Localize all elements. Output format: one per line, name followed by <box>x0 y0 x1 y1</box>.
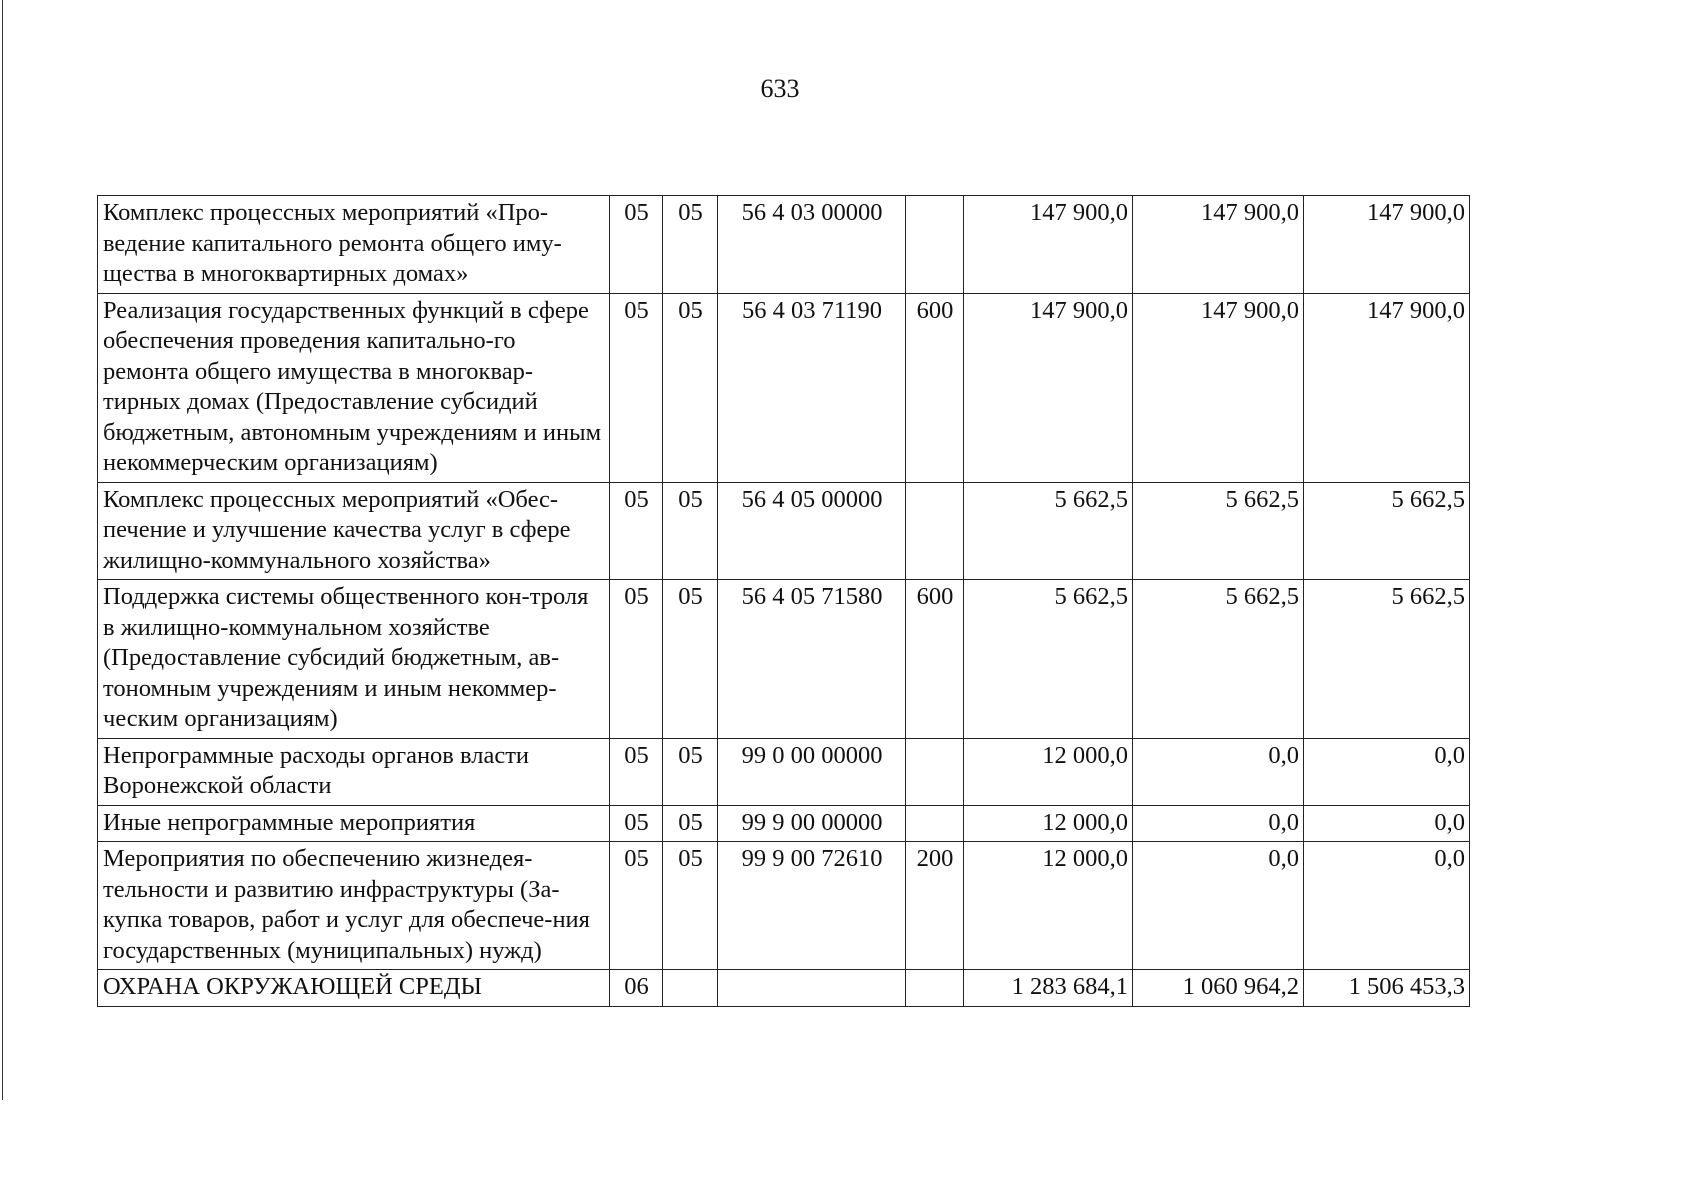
row-section-code-cell: 05 <box>610 738 663 805</box>
row-expense-type-cell <box>906 196 964 294</box>
row-section-code-cell: 05 <box>610 805 663 842</box>
budget-table-body <box>98 196 1470 1007</box>
row-amount-year3-cell: 1 506 453,3 <box>1304 970 1470 1007</box>
page-number: 633 <box>760 74 800 103</box>
row-expense-type-cell <box>906 805 964 842</box>
row-expense-type-cell <box>906 738 964 805</box>
row-amount-year2-cell: 147 900,0 <box>1133 293 1304 482</box>
row-amount-year2-cell: 5 662,5 <box>1133 482 1304 580</box>
row-name-cell: Непрограммные расходы органов власти Воронежской области <box>98 738 610 805</box>
row-amount-year1-cell: 147 900,0 <box>964 293 1133 482</box>
row-amount-year1-cell: 12 000,0 <box>964 738 1133 805</box>
row-target-article-cell: 56 4 03 00000 <box>718 196 906 294</box>
row-subsection-code-cell <box>663 970 718 1007</box>
row-amount-year2-cell: 147 900,0 <box>1133 196 1304 294</box>
row-amount-year1-cell: 12 000,0 <box>964 805 1133 842</box>
row-amount-year3-cell: 0,0 <box>1304 842 1470 970</box>
row-expense-type-cell: 600 <box>906 580 964 739</box>
row-amount-year1-cell: 1 283 684,1 <box>964 970 1133 1007</box>
table-row <box>98 580 1470 739</box>
row-amount-year2-cell: 0,0 <box>1133 805 1304 842</box>
row-target-article-cell: 56 4 05 71580 <box>718 580 906 739</box>
row-subsection-code-cell: 05 <box>663 738 718 805</box>
row-expense-type-cell <box>906 482 964 580</box>
row-name-cell: Реализация государственных функций в сфере обеспечения проведения капитально-го ремонта общего имущества в многоквар-тирных домах (Предоставление субсидий бюджетным, автономным учреждениям и иным некоммерческим организациям) <box>98 293 610 482</box>
row-amount-year3-cell: 0,0 <box>1304 805 1470 842</box>
row-amount-year1-cell: 5 662,5 <box>964 580 1133 739</box>
row-amount-year2-cell: 0,0 <box>1133 842 1304 970</box>
row-subsection-code-cell: 05 <box>663 580 718 739</box>
row-amount-year2-cell: 5 662,5 <box>1133 580 1304 739</box>
row-subsection-code-cell: 05 <box>663 196 718 294</box>
row-name-cell: Поддержка системы общественного кон-троля в жилищно-коммунальном хозяйстве (Предоставление субсидий бюджетным, ав-тономным учреждениям и иным некоммер-ческим организациям) <box>98 580 610 739</box>
row-amount-year3-cell: 147 900,0 <box>1304 196 1470 294</box>
table-row <box>98 196 1470 294</box>
row-section-code-cell: 05 <box>610 196 663 294</box>
row-amount-year3-cell: 5 662,5 <box>1304 482 1470 580</box>
row-amount-year3-cell: 147 900,0 <box>1304 293 1470 482</box>
table-row <box>98 738 1470 805</box>
row-amount-year1-cell: 12 000,0 <box>964 842 1133 970</box>
row-target-article-cell: 99 9 00 00000 <box>718 805 906 842</box>
row-section-code-cell: 05 <box>610 482 663 580</box>
table-row <box>98 805 1470 842</box>
row-name-cell: Мероприятия по обеспечению жизнедея-тельности и развитию инфраструктуры (За-купка товаров, работ и услуг для обеспече-ния государственных (муниципальных) нужд) <box>98 842 610 970</box>
row-amount-year3-cell: 5 662,5 <box>1304 580 1470 739</box>
row-section-code-cell: 06 <box>610 970 663 1007</box>
row-amount-year1-cell: 147 900,0 <box>964 196 1133 294</box>
row-section-code-cell: 05 <box>610 842 663 970</box>
row-subsection-code-cell: 05 <box>663 482 718 580</box>
table-row <box>98 970 1470 1007</box>
row-subsection-code-cell: 05 <box>663 293 718 482</box>
row-subsection-code-cell: 05 <box>663 805 718 842</box>
table-row <box>98 482 1470 580</box>
row-target-article-cell <box>718 970 906 1007</box>
row-target-article-cell: 99 0 00 00000 <box>718 738 906 805</box>
row-amount-year2-cell: 0,0 <box>1133 738 1304 805</box>
row-expense-type-cell: 200 <box>906 842 964 970</box>
row-name-cell: Комплекс процессных мероприятий «Про-ведение капитального ремонта общего иму-щества в многоквартирных домах» <box>98 196 610 294</box>
row-amount-year1-cell: 5 662,5 <box>964 482 1133 580</box>
table-row <box>98 842 1470 970</box>
row-amount-year3-cell: 0,0 <box>1304 738 1470 805</box>
row-name-cell: Комплекс процессных мероприятий «Обес-печение и улучшение качества услуг в сфере жилищно-коммунального хозяйства» <box>98 482 610 580</box>
row-expense-type-cell <box>906 970 964 1007</box>
table-row <box>98 293 1470 482</box>
scan-left-edge-line <box>2 0 3 1100</box>
row-name-cell: ОХРАНА ОКРУЖАЮЩЕЙ СРЕДЫ <box>98 970 610 1007</box>
row-expense-type-cell: 600 <box>906 293 964 482</box>
row-section-code-cell: 05 <box>610 293 663 482</box>
row-name-cell: Иные непрограммные мероприятия <box>98 805 610 842</box>
row-target-article-cell: 56 4 05 00000 <box>718 482 906 580</box>
row-amount-year2-cell: 1 060 964,2 <box>1133 970 1304 1007</box>
budget-table <box>97 195 1470 1007</box>
row-section-code-cell: 05 <box>610 580 663 739</box>
row-subsection-code-cell: 05 <box>663 842 718 970</box>
row-target-article-cell: 56 4 03 71190 <box>718 293 906 482</box>
row-target-article-cell: 99 9 00 72610 <box>718 842 906 970</box>
